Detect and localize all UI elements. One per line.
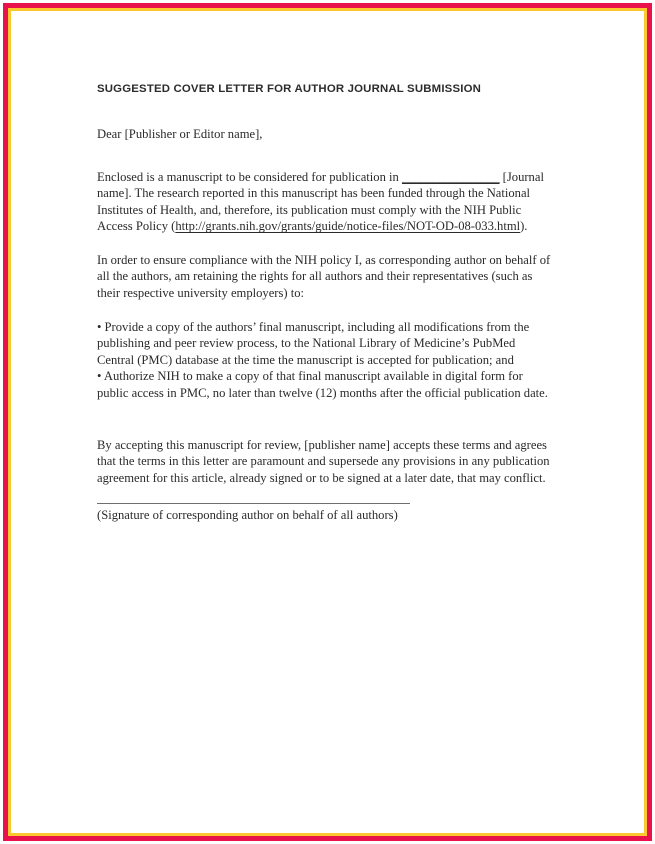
paragraph-acceptance-terms: By accepting this manuscript for review, [publisher name] accepts these terms and agrees that the terms in this letter are paramount and supersede any provisions in any publication agreement for this article, already signed or to be signed at a later date, that may conflict.	[97, 437, 550, 485]
paragraph-enclosed-manuscript	[97, 169, 555, 235]
paragraph-spacer	[97, 419, 555, 437]
paragraph-retained-rights: In order to ensure compliance with the NIH policy I, as corresponding author on behalf of all the authors, am retaining the rights for all authors and their representatives (such as their respective university employers) to:	[97, 252, 551, 301]
document-body	[97, 83, 555, 523]
signature-caption: (Signature of corresponding author on behalf of all authors)	[97, 508, 398, 523]
signature-block	[97, 503, 555, 523]
journal-name-blank-field[interactable]: ________________	[401, 169, 500, 184]
retained-rights-list	[97, 319, 555, 402]
paragraph-1-before-blank: Enclosed is a manuscript to be considered for publication in	[97, 169, 402, 184]
page-title: SUGGESTED COVER LETTER FOR AUTHOR JOURNAL SUBMISSION	[97, 83, 482, 95]
nih-public-access-policy-link[interactable]: http://grants.nih.gov/grants/guide/notice-files/NOT-OD-08-033.html	[175, 219, 521, 234]
list-item: • Authorize NIH to make a copy of that final manuscript available in digital form for public access in PMC, no later than twelve (12) months after the official publication date.	[97, 369, 548, 401]
frame-outer-red-band	[3, 3, 652, 841]
signature-line[interactable]	[97, 503, 410, 504]
salutation-line: Dear [Publisher or Editor name],	[97, 127, 263, 141]
paragraph-1-after-blank: [Journal name]. The research reported in this manuscript has been funded through the National Institutes of Health, and, therefore, its publication must comply with the NIH Public Access Policy (	[97, 169, 544, 234]
paragraph-1-tail: ).	[520, 219, 528, 234]
list-item: • Provide a copy of the authors’ final manuscript, including all modifications from the publishing and peer review process, to the National Library of Medicine’s PubMed Central (PMC) database at the time the manuscript is accepted for publication; and	[97, 319, 530, 367]
page-sheet	[11, 11, 644, 833]
frame-inner-yellow-band	[8, 8, 647, 836]
